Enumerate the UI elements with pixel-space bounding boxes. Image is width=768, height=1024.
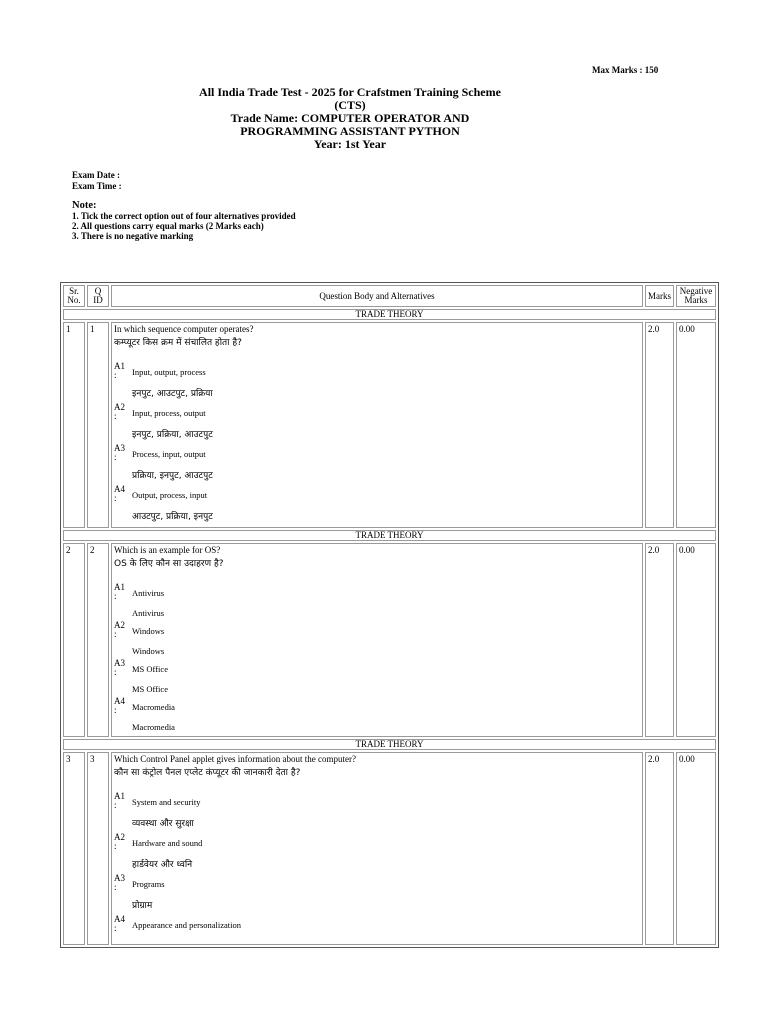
- alternative-text-hi: Antivirus: [132, 608, 165, 618]
- question-row: [63, 752, 716, 945]
- question-table: [60, 282, 719, 948]
- alternative-text-en: MS Office: [132, 664, 168, 674]
- question-row: [63, 322, 716, 528]
- alternative-text-hi: इनपुट, आउटपुट, प्रक्रिया: [132, 389, 213, 399]
- question-text-en: Which is an example for OS?: [114, 545, 221, 555]
- max-marks: Max Marks : 150: [592, 65, 659, 75]
- note-title: Note:: [72, 200, 97, 211]
- alternative-row: [114, 444, 213, 459]
- alternative-label: [114, 444, 132, 485]
- alternative-label-text: A4: [114, 484, 125, 494]
- alternative-text-hi: [132, 930, 241, 943]
- question-id: 1: [87, 322, 109, 528]
- question-text-hi: कौन सा कंट्रोल पैनल एप्लेट कंप्यूटर की जानकारी देता है?: [114, 768, 301, 778]
- alternative-text-hi: Macromedia: [132, 722, 175, 732]
- alternative-text-en: Output, process, input: [132, 490, 208, 500]
- alternative-label-text: A1: [114, 361, 125, 371]
- section-row: [63, 530, 716, 541]
- alternative-label-sep: :: [114, 591, 117, 601]
- alternative-text-hi: आउटपुट, प्रक्रिया, इनपुट: [132, 512, 213, 522]
- alternative-label: [114, 362, 132, 403]
- alternative-row: [114, 485, 213, 500]
- alternative-row: [114, 621, 175, 636]
- exam-title: All India Trade Test - 2025 for Crafstmen Training Scheme: [199, 85, 501, 99]
- section-label: TRADE THEORY: [63, 739, 716, 750]
- alternative-label: [114, 403, 132, 444]
- alternative-label-text: A3: [114, 658, 125, 668]
- alternative-row: [114, 874, 241, 889]
- alternative-label: [114, 583, 132, 621]
- exam-time-label: Exam Time :: [72, 180, 122, 191]
- alternative-text-en: Macromedia: [132, 702, 175, 712]
- alternative-label-sep: :: [114, 667, 117, 677]
- alternative-text-hi: प्रोग्राम: [132, 901, 153, 911]
- header-qid: Q ID: [87, 285, 109, 307]
- alternative-row: [114, 833, 241, 848]
- trade-name-line2: PROGRAMMING ASSISTANT PYTHON: [240, 124, 460, 138]
- alternative-text-en: Antivirus: [132, 588, 165, 598]
- alternative-text-en: Windows: [132, 626, 165, 636]
- alternative-label-text: A2: [114, 402, 125, 412]
- table-header-row: [63, 285, 716, 307]
- question-negative-marks: 0.00: [676, 752, 716, 945]
- alternative-text-en: Programs: [132, 879, 165, 889]
- trade-name-line1: Trade Name: COMPUTER OPERATOR AND: [230, 111, 470, 125]
- question-text-hi: कम्प्यूटर किस क्रम में संचालित होता है?: [114, 338, 242, 348]
- question-text-en: In which sequence computer operates?: [114, 324, 254, 334]
- header-negative-marks: Negative Marks: [676, 285, 716, 307]
- alternative-label-sep: :: [114, 841, 117, 851]
- alternative-text-hi: इनपुट, प्रक्रिया, आउटपुट: [132, 430, 213, 440]
- section-row: [63, 309, 716, 320]
- alternatives: [114, 362, 213, 526]
- alternative-label-sep: :: [114, 800, 117, 810]
- question-negative-marks: 0.00: [676, 322, 716, 528]
- section-label: TRADE THEORY: [63, 309, 716, 320]
- note-item: 3. There is no negative marking: [72, 231, 194, 241]
- alternative-label-sep: :: [114, 923, 117, 933]
- question-body: [111, 322, 643, 528]
- alternative-label: [114, 659, 132, 697]
- alternative-text-en: Input, output, process: [132, 367, 206, 377]
- section-label: TRADE THEORY: [63, 530, 716, 541]
- alternative-row: [114, 362, 213, 377]
- header-sr-no: Sr. No.: [63, 285, 85, 307]
- alternative-text-hi: प्रक्रिया, इनपुट, आउटपुट: [132, 471, 213, 481]
- alternative-row: [114, 915, 241, 930]
- question-marks: 2.0: [645, 543, 674, 737]
- section-row: [63, 739, 716, 750]
- alternative-label-text: A3: [114, 873, 125, 883]
- alternative-label-sep: :: [114, 452, 117, 462]
- question-negative-marks: 0.00: [676, 543, 716, 737]
- alternative-label-text: A2: [114, 620, 125, 630]
- alternative-label-text: A1: [114, 791, 125, 801]
- note-item: 2. All questions carry equal marks (2 Marks each): [72, 221, 264, 231]
- alternative-label-sep: :: [114, 411, 117, 421]
- alternative-label: [114, 915, 132, 943]
- alternative-label: [114, 874, 132, 915]
- note-item: 1. Tick the correct option out of four alternatives provided: [72, 211, 296, 221]
- alternative-text-hi: हार्डवेयर और ध्वनि: [132, 860, 193, 870]
- alternative-label-sep: :: [114, 882, 117, 892]
- alternative-text-en: Hardware and sound: [132, 838, 203, 848]
- question-sr: 2: [63, 543, 85, 737]
- exam-info: [72, 170, 122, 191]
- alternative-text-en: Appearance and personalization: [132, 920, 242, 930]
- alternative-text-en: System and security: [132, 797, 201, 807]
- question-marks: 2.0: [645, 752, 674, 945]
- alternatives: [114, 792, 241, 943]
- alternative-text-hi: MS Office: [132, 684, 168, 694]
- alternative-label: [114, 621, 132, 659]
- alternatives: [114, 583, 175, 735]
- alternative-row: [114, 792, 241, 807]
- exam-header: [130, 86, 570, 151]
- question-body: [111, 543, 643, 737]
- note-section: [72, 201, 296, 241]
- question-body: [111, 752, 643, 945]
- question-id: 3: [87, 752, 109, 945]
- question-sr: 3: [63, 752, 85, 945]
- alternative-label-text: A4: [114, 696, 125, 706]
- alternative-text-en: Process, input, output: [132, 449, 206, 459]
- alternative-label-text: A3: [114, 443, 125, 453]
- alternative-label-text: A2: [114, 832, 125, 842]
- alternative-text-en: Input, process, output: [132, 408, 206, 418]
- alternative-label-text: A4: [114, 914, 125, 924]
- question-sr: 1: [63, 322, 85, 528]
- alternative-row: [114, 403, 213, 418]
- alternative-label: [114, 485, 132, 526]
- exam-date-label: Exam Date :: [72, 170, 120, 180]
- question-text-en: Which Control Panel applet gives information about the computer?: [114, 754, 356, 764]
- alternative-label-sep: :: [114, 629, 117, 639]
- alternative-label: [114, 833, 132, 874]
- header-marks: Marks: [645, 285, 674, 307]
- question-id: 2: [87, 543, 109, 737]
- question-marks: 2.0: [645, 322, 674, 528]
- question-row: [63, 543, 716, 737]
- alternative-row: [114, 583, 175, 598]
- alternative-text-hi: व्यवस्था और सुरक्षा: [132, 819, 194, 829]
- alternative-label: [114, 792, 132, 833]
- alternative-text-hi: Windows: [132, 646, 165, 656]
- alternative-row: [114, 659, 175, 674]
- header-question-body: Question Body and Alternatives: [111, 285, 643, 307]
- alternative-label-sep: :: [114, 493, 117, 503]
- alternative-label-sep: :: [114, 370, 117, 380]
- alternative-label-sep: :: [114, 705, 117, 715]
- exam-scheme: (CTS): [334, 98, 366, 112]
- alternative-label: [114, 697, 132, 735]
- alternative-label-text: A1: [114, 582, 125, 592]
- alternative-row: [114, 697, 175, 712]
- question-text-hi: OS के लिए कौन सा उदाहरण है?: [114, 559, 224, 569]
- exam-year: Year: 1st Year: [313, 137, 387, 151]
